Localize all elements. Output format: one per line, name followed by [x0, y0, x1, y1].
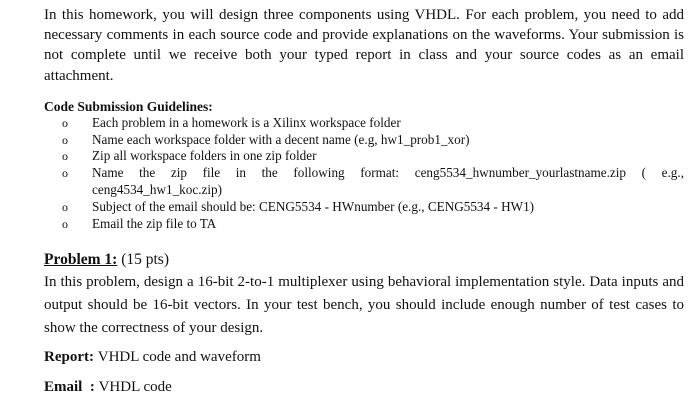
- bullet-icon: o: [62, 132, 68, 147]
- list-item: [44, 199, 684, 216]
- problem-1-body: In this problem, design a 16-bit 2-to-1 multiplexer using behavioral implementation style. Data inputs and output should be 16-bit vectors. In your test bench, you should include enough number of test cases to show the correctness of your design.: [44, 274, 684, 336]
- email-line: [44, 376, 684, 398]
- document-page: [44, 5, 684, 398]
- list-item: [44, 115, 684, 132]
- bullet-icon: o: [62, 166, 68, 181]
- report-line: [44, 346, 684, 368]
- email-label: Email: [44, 378, 83, 395]
- list-item-text: Each problem in a homework is a Xilinx workspace folder: [92, 114, 401, 130]
- list-item: [44, 132, 684, 149]
- list-item-text: Name each workspace folder with a decent name (e.g, hw1_prob1_xor): [92, 131, 470, 147]
- guidelines-title: Code Submission Guidelines:: [44, 98, 213, 114]
- problem-1-title: Problem 1:: [44, 251, 118, 269]
- list-item: [44, 148, 684, 165]
- bullet-icon: o: [62, 115, 68, 130]
- list-item-text: Subject of the email should be: CENG5534 - HWnumber (e.g., CENG5534 - HW1): [92, 198, 535, 214]
- email-separator: :: [82, 378, 99, 395]
- list-item-text: Name the zip file in the following format: ceng5534_hwnumber_yourlastname.zip ( e.g., ceng4534_hw1_koc.zip): [92, 165, 684, 197]
- report-value: VHDL code and waveform: [97, 348, 261, 365]
- report-label: Report: [44, 348, 89, 365]
- problem-1-heading: [44, 249, 684, 271]
- bullet-icon: o: [62, 199, 68, 214]
- bullet-icon: o: [62, 216, 68, 231]
- problem-1-points: (15 pts): [117, 251, 169, 269]
- list-item: [44, 165, 684, 199]
- report-separator: :: [89, 348, 98, 365]
- list-item: [44, 216, 684, 233]
- guidelines-list: [44, 115, 684, 233]
- email-value: VHDL code: [98, 378, 172, 395]
- problem-1-section: [44, 249, 684, 397]
- bullet-icon: o: [62, 149, 68, 164]
- intro-paragraph: In this homework, you will design three components using VHDL. For each problem, you need to add necessary comments in each source code and provide explanations on the waveforms. Your submission is not complete until we receive both your typed report in class and your source codes as an email attachment.: [44, 7, 684, 84]
- list-item-text: Email the zip file to TA: [92, 215, 217, 231]
- list-item-text: Zip all workspace folders in one zip folder: [92, 148, 317, 164]
